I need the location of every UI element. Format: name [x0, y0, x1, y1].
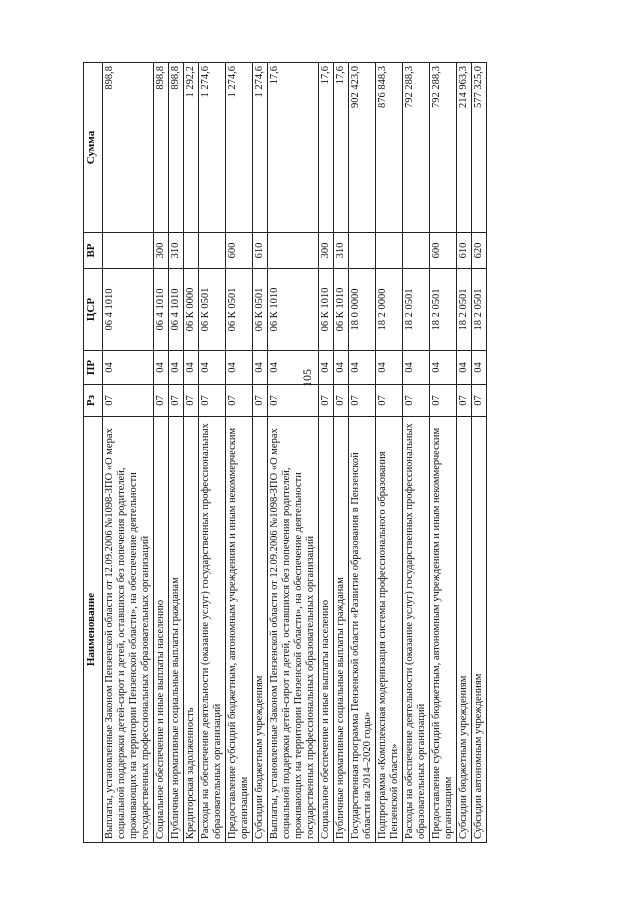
column-header-csr: ЦСР — [84, 269, 103, 351]
cell-rz: 07 — [268, 385, 319, 417]
table-row — [319, 63, 334, 843]
cell-sum: 17,6 — [334, 63, 349, 233]
cell-rz: 07 — [349, 385, 376, 417]
cell-csr: 18 2 0501 — [430, 269, 457, 351]
table-row — [226, 63, 253, 843]
cell-csr: 06 4 1010 — [169, 269, 184, 351]
column-header-pr: ПР — [84, 351, 103, 385]
page-number: 105 — [300, 369, 314, 387]
cell-sum: 214 963,3 — [457, 63, 472, 233]
cell-sum: 1 274,6 — [253, 63, 268, 233]
cell-vr: 600 — [226, 233, 253, 269]
cell-sum: 1 292,2 — [184, 63, 199, 233]
cell-rz: 07 — [184, 385, 199, 417]
table-row — [376, 63, 403, 843]
cell-csr: 06 К 0501 — [199, 269, 226, 351]
cell-pr: 04 — [103, 351, 154, 385]
cell-sum: 792 288,3 — [430, 63, 457, 233]
column-header-name: Наименование — [84, 417, 103, 843]
cell-name: Публичные нормативные социальные выплаты гражданам — [169, 417, 184, 843]
cell-sum: 898,8 — [169, 63, 184, 233]
cell-vr — [184, 233, 199, 269]
cell-name: Кредиторская задолженность — [184, 417, 199, 843]
cell-name: Подпрограмма «Комплексная модернизация системы профессионального образования Пензенской области» — [376, 417, 403, 843]
column-header-vr: ВР — [84, 233, 103, 269]
cell-pr: 04 — [184, 351, 199, 385]
cell-name: Выплаты, установленные Законом Пензенской области от 12.09.2006 №1098-ЗПО «О мерах социальной поддержки детей-сирот и детей, оставшихся без попечения родителей, проживающих на территории Пензенской области», на обеспечение деятельности государственных профессиональных образовательных организаций — [268, 417, 319, 843]
table-row — [403, 63, 430, 843]
cell-vr — [199, 233, 226, 269]
cell-csr: 06 К 0000 — [184, 269, 199, 351]
cell-pr: 04 — [154, 351, 169, 385]
cell-vr: 620 — [472, 233, 487, 269]
cell-csr: 18 2 0000 — [376, 269, 403, 351]
table-row — [457, 63, 472, 843]
cell-rz: 07 — [154, 385, 169, 417]
cell-csr: 06 К 1010 — [319, 269, 334, 351]
cell-csr: 06 К 1010 — [268, 269, 319, 351]
cell-name: Расходы на обеспечение деятельности (оказание услуг) государственных профессиональных образовательных организаций — [199, 417, 226, 843]
cell-name: Предоставление субсидий бюджетным, автономным учреждениям и иным некоммерческим организациям — [226, 417, 253, 843]
cell-vr — [403, 233, 430, 269]
table-row — [154, 63, 169, 843]
cell-name: Субсидии автономным учреждениям — [472, 417, 487, 843]
cell-name: Выплаты, установленные Законом Пензенской области от 12.09.2006 №1098-ЗПО «О мерах социальной поддержки детей-сирот и детей, оставшихся без попечения родителей, проживающих на территории Пензенской области», на обеспечение деятельности государственных профессиональных образовательных организаций — [103, 417, 154, 843]
cell-pr: 04 — [430, 351, 457, 385]
cell-csr: 18 2 0501 — [472, 269, 487, 351]
cell-vr — [376, 233, 403, 269]
cell-vr: 300 — [319, 233, 334, 269]
table-row — [103, 63, 154, 843]
table-header-row — [84, 63, 103, 843]
column-header-sum: Сумма — [84, 63, 103, 233]
cell-name: Субсидии бюджетным учреждениям — [457, 417, 472, 843]
cell-rz: 07 — [457, 385, 472, 417]
cell-csr: 06 К 0501 — [226, 269, 253, 351]
table-row — [268, 63, 319, 843]
cell-sum: 876 848,3 — [376, 63, 403, 233]
cell-sum: 1 274,6 — [199, 63, 226, 233]
table-row — [472, 63, 487, 843]
cell-pr: 04 — [319, 351, 334, 385]
cell-rz: 07 — [253, 385, 268, 417]
cell-csr: 18 0 0000 — [349, 269, 376, 351]
cell-vr: 610 — [457, 233, 472, 269]
cell-pr: 04 — [457, 351, 472, 385]
table-row — [349, 63, 376, 843]
cell-csr: 06 К 0501 — [253, 269, 268, 351]
cell-pr: 04 — [472, 351, 487, 385]
cell-pr: 04 — [199, 351, 226, 385]
cell-name: Предоставление субсидий бюджетным, автономным учреждениям и иным некоммерческим организациям — [430, 417, 457, 843]
cell-vr — [268, 233, 319, 269]
table-row — [199, 63, 226, 843]
cell-pr: 04 — [376, 351, 403, 385]
cell-rz: 07 — [403, 385, 430, 417]
cell-vr — [349, 233, 376, 269]
cell-vr: 310 — [169, 233, 184, 269]
cell-rz: 07 — [169, 385, 184, 417]
cell-sum: 1 274,6 — [226, 63, 253, 233]
cell-csr: 06 4 1010 — [154, 269, 169, 351]
cell-sum: 898,8 — [103, 63, 154, 233]
cell-csr: 06 К 1010 — [334, 269, 349, 351]
cell-rz: 07 — [319, 385, 334, 417]
table-body — [103, 63, 487, 843]
cell-sum: 577 325,0 — [472, 63, 487, 233]
cell-sum: 898,8 — [154, 63, 169, 233]
cell-rz: 07 — [334, 385, 349, 417]
cell-sum: 792 288,3 — [403, 63, 430, 233]
cell-sum: 17,6 — [268, 63, 319, 233]
cell-name: Социальное обеспечение и иные выплаты населению — [154, 417, 169, 843]
cell-pr: 04 — [349, 351, 376, 385]
cell-vr: 600 — [430, 233, 457, 269]
cell-pr: 04 — [169, 351, 184, 385]
cell-sum: 902 423,0 — [349, 63, 376, 233]
cell-name: Публичные нормативные социальные выплаты гражданам — [334, 417, 349, 843]
cell-name: Социальное обеспечение и иные выплаты населению — [319, 417, 334, 843]
table-row — [334, 63, 349, 843]
cell-pr: 04 — [403, 351, 430, 385]
table-row — [169, 63, 184, 843]
cell-rz: 07 — [472, 385, 487, 417]
cell-csr: 06 4 1010 — [103, 269, 154, 351]
cell-rz: 07 — [226, 385, 253, 417]
table-row — [184, 63, 199, 843]
cell-vr — [103, 233, 154, 269]
cell-pr: 04 — [253, 351, 268, 385]
table-row — [430, 63, 457, 843]
cell-pr: 04 — [334, 351, 349, 385]
cell-name: Расходы на обеспечение деятельности (оказание услуг) государственных профессиональных образовательных организаций — [403, 417, 430, 843]
cell-rz: 07 — [103, 385, 154, 417]
cell-vr: 610 — [253, 233, 268, 269]
cell-vr: 300 — [154, 233, 169, 269]
cell-name: Субсидии бюджетным учреждениям — [253, 417, 268, 843]
cell-pr: 04 — [226, 351, 253, 385]
cell-csr: 18 2 0501 — [457, 269, 472, 351]
cell-csr: 18 2 0501 — [403, 269, 430, 351]
cell-pr: 04 — [268, 351, 319, 385]
cell-rz: 07 — [376, 385, 403, 417]
cell-vr: 310 — [334, 233, 349, 269]
cell-rz: 07 — [430, 385, 457, 417]
cell-name: Государственная программа Пензенской области «Развитие образования в Пензенской области на 2014–2020 годы» — [349, 417, 376, 843]
column-header-rz: Рз — [84, 385, 103, 417]
budget-table — [83, 62, 487, 843]
cell-rz: 07 — [199, 385, 226, 417]
rotated-table-container — [83, 63, 525, 843]
table-row — [253, 63, 268, 843]
cell-sum: 17,6 — [319, 63, 334, 233]
